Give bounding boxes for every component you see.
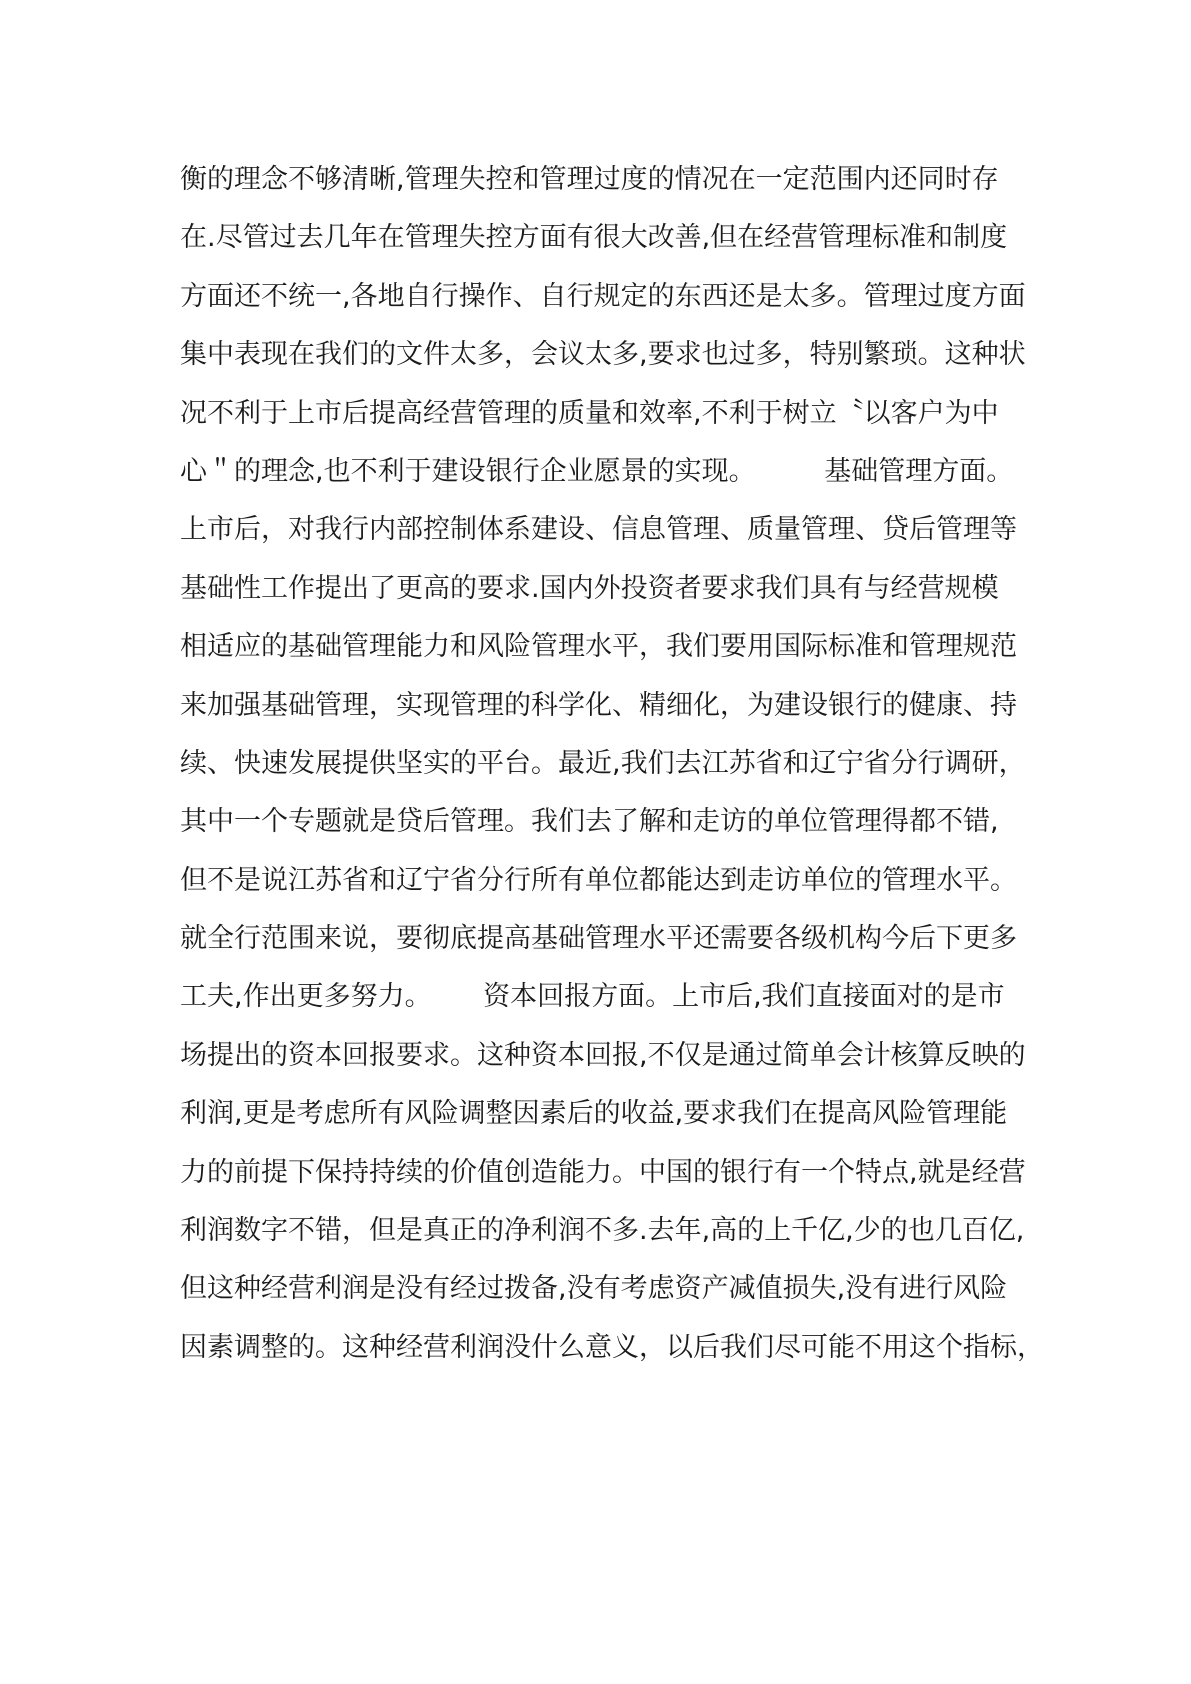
text-line: 相适应的基础管理能力和风险管理水平，我们要用国际标准和管理规范 [180,631,1017,663]
text-line: 在.尽管过去几年在管理失控方面有很大改善,但在经营管理标准和制度 [180,222,1008,254]
text-line: 续、快速发展提供坚实的平台。最近,我们去江苏省和辽宁省分行调研， [180,747,1026,779]
text-line: 因素调整的。这种经营利润没什么意义，以后我们尽可能不用这个指标， [180,1331,1044,1363]
text-line: 基础性工作提出了更高的要求.国内外投资者要求我们具有与经营规模 [180,572,999,604]
text-line: 利润数字不错，但是真正的净利润不多.去年,高的上千亿,少的也几百亿, [180,1215,1025,1247]
body-text [180,160,1044,1386]
text-line: 其中一个专题就是贷后管理。我们去了解和走访的单位管理得都不错, [180,806,999,838]
text-line: 况不利于上市后提高经营管理的质量和效率,不利于树立〝以客户为中 [180,397,999,429]
text-line: 方面还不统一,各地自行操作、自行规定的东西还是太多。管理过度方面 [180,280,1026,312]
text-line: 力的前提下保持持续的价值创造能力。中国的银行有一个特点,就是经营 [180,1156,1026,1188]
text-line: 心＂的理念,也不利于建设银行企业愿景的实现。 基础管理方面。 [180,455,1014,487]
text-line: 工夫,作出更多努力。 资本回报方面。上市后,我们直接面对的是市 [180,981,1005,1013]
text-line: 利润,更是考虑所有风险调整因素后的收益,要求我们在提高风险管理能 [180,1098,1008,1130]
text-line: 但这种经营利润是没有经过拨备,没有考虑资产减值损失,没有进行风险 [180,1273,1008,1305]
text-line: 来加强基础管理，实现管理的科学化、精细化，为建设银行的健康、持 [180,689,1017,721]
text-line: 场提出的资本回报要求。这种资本回报,不仅是通过简单会计核算反映的 [180,1039,1026,1071]
text-line: 上市后，对我行内部控制体系建设、信息管理、质量管理、贷后管理等 [180,514,1017,546]
text-line: 就全行范围来说，要彻底提高基础管理水平还需要各级机构今后下更多 [180,923,1017,955]
text-line: 衡的理念不够清晰,管理失控和管理过度的情况在一定范围内还同时存 [180,164,999,195]
text-line: 但不是说江苏省和辽宁省分行所有单位都能达到走访单位的管理水平。 [180,864,1017,896]
text-line: 集中表现在我们的文件太多，会议太多,要求也过多，特别繁琐。这种状 [180,339,1026,371]
